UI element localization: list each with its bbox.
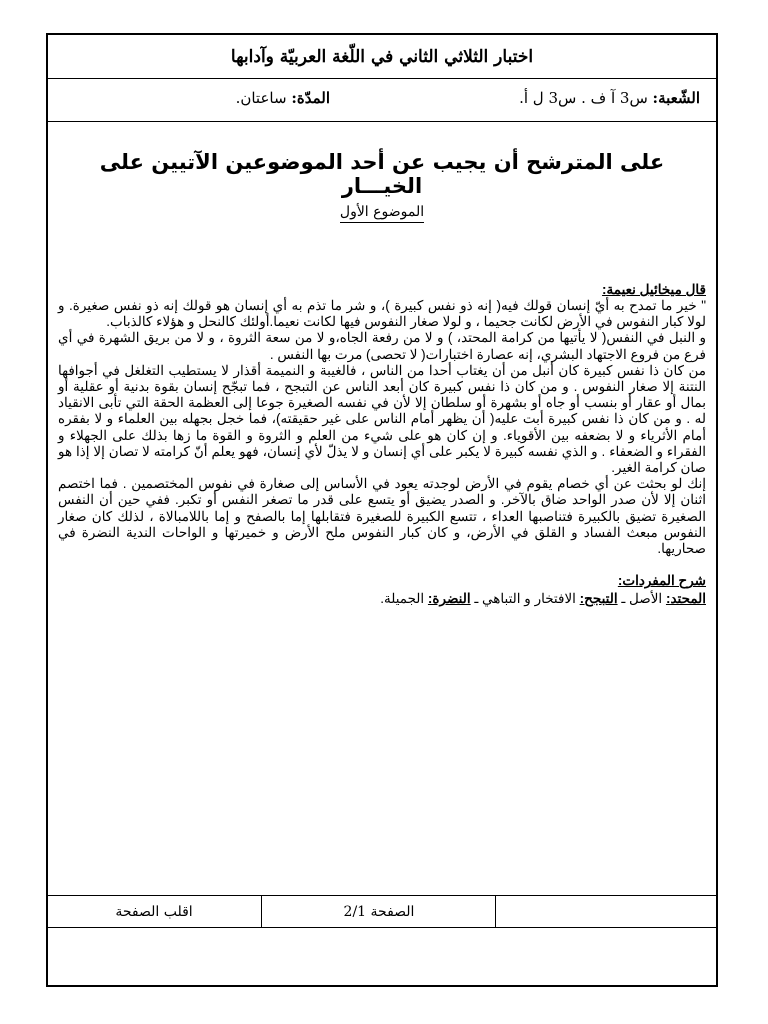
- vocab-term: المحتد:: [665, 591, 706, 607]
- vocab-definition: الجميلة.: [380, 591, 428, 607]
- branch-value: س3 آ ف . س3 ل أ.: [519, 89, 653, 107]
- duration-label: المدّة:: [291, 89, 330, 107]
- footer-row: [48, 895, 716, 928]
- vocab-term: النضرة:: [427, 591, 471, 607]
- topic-heading: [58, 204, 706, 220]
- paragraph: من كان ذا نفس كبيرة كان أنبل من أن يغتاب أحدا من الناس ، فالغيبة و النميمة أقذار لا يستطيب التغلغل في أجوافها النتنة إلا صغار النفوس . و من كان ذا نفس كبيرة كان أبعد الناس عن التبجح ، فما تبجّح إنسان بقوة بدنية أو عقلية أو بمال أو عقار أو بنسب أو جاه أو بشهرة أو سلطان إلا لأن في نفسه الصغيرة جوعا إلى العظمة الحقة التي تأبى الانقياد له . و من كان ذا نفس كبيرة أبت عليه( أن يظهر أمام الناس على غير حقيقته)، فما خجل بجهله بين العلماء و لا بفقره أمام الأثرياء و لا بضعفه بين الأقوياء. و إن كان هو على شيء من العلم و الثروة و القوة ما زها بذلك على الجهلاء و الفقراء و الضعفاء . و الذي نفسه كبيرة لا يكبر على أي إنسان و لا يذلّ لأي إنسان، فهو يعلم أنّ كرامته لا تصان إلا إذا هو صان كرامة الغير.: [58, 362, 706, 476]
- instruction-heading: على المترشح أن يجيب عن أحد الموضوعين الآتيين على الخيـــار: [99, 150, 665, 198]
- duration-info: [236, 89, 330, 107]
- vocab-definition: الافتخار و التباهي ـ: [470, 591, 580, 607]
- exam-title: اختبار الثلاثي الثاني في اللّغة العربيّة وآدابها: [230, 46, 534, 67]
- branch-info: [519, 89, 700, 107]
- vocab-line: [58, 591, 706, 607]
- duration-value: ساعتان.: [235, 89, 292, 107]
- topic-label: الموضوع الأول: [340, 204, 424, 223]
- page-number: الصفحة 2/1: [261, 896, 496, 927]
- footer-empty-cell: [495, 896, 716, 927]
- exam-frame: [46, 33, 718, 987]
- author-line: قال ميخائيل نعيمة:: [602, 282, 706, 297]
- paragraph: إنك لو بحثت عن أي خصام يقوم في الأرض لوجدته يعود في الأساس إلى صغارة في نفوس المختصمين . فما اختصم اثنان إلا لأن صدر الواحد ضاق بالآخر. و الصدر يضيق أو يتسع على قدر ما تصغر النفس أو تكبر. ففي حين أن النفس الصغيرة تضيق بالكبيرة فتناصبها العداء ، تتسع الكبيرة للصغيرة فتقابلها إما بالصفح و إما باللامبالاة ، لذلك كان صغار النفوس مبعث الفساد و القلق في الأرض، و كان كبار النفوس ملح الأرض و خميرتها و الواحات الندية النضرة في صحاريها.: [58, 476, 706, 557]
- main-content: [48, 122, 716, 895]
- vocab-title: شرح المفردات:: [617, 573, 706, 589]
- paragraph: " خير ما تمدح به أيّ إنسان قولك فيه( إنه ذو نفس كبيرة )، و شر ما تذم به أي إنسان هو قولك إنه ذو نفس صغيرة. و لولا كبار النفوس في الأرض لكانت جحيما ، و لولا صغار النفوس فيها لكانت نعيما.أولئك كالنحل و هؤلاء كالذباب.: [58, 298, 706, 330]
- vocab-definition: الأصل ـ: [617, 591, 666, 607]
- branch-label: الشّعبة:: [652, 89, 700, 107]
- vocab-term: التبجح:: [579, 591, 618, 607]
- paragraph: و النبل في النفس( لا يأتيها من كرامة المحتد، ) و لا من رفعة الجاه،و لا من سعة الثروة ، و لا من بريق الشهرة في أي فرع من فروع الاجتهاد البشري، إنه عصارة اختبارات( لا تحصى) مرت بها النفس .: [58, 330, 706, 362]
- turn-page-note: اقلب الصفحة: [115, 903, 193, 920]
- info-row: [48, 79, 716, 122]
- title-row: [48, 35, 716, 79]
- passage-text: [58, 298, 706, 557]
